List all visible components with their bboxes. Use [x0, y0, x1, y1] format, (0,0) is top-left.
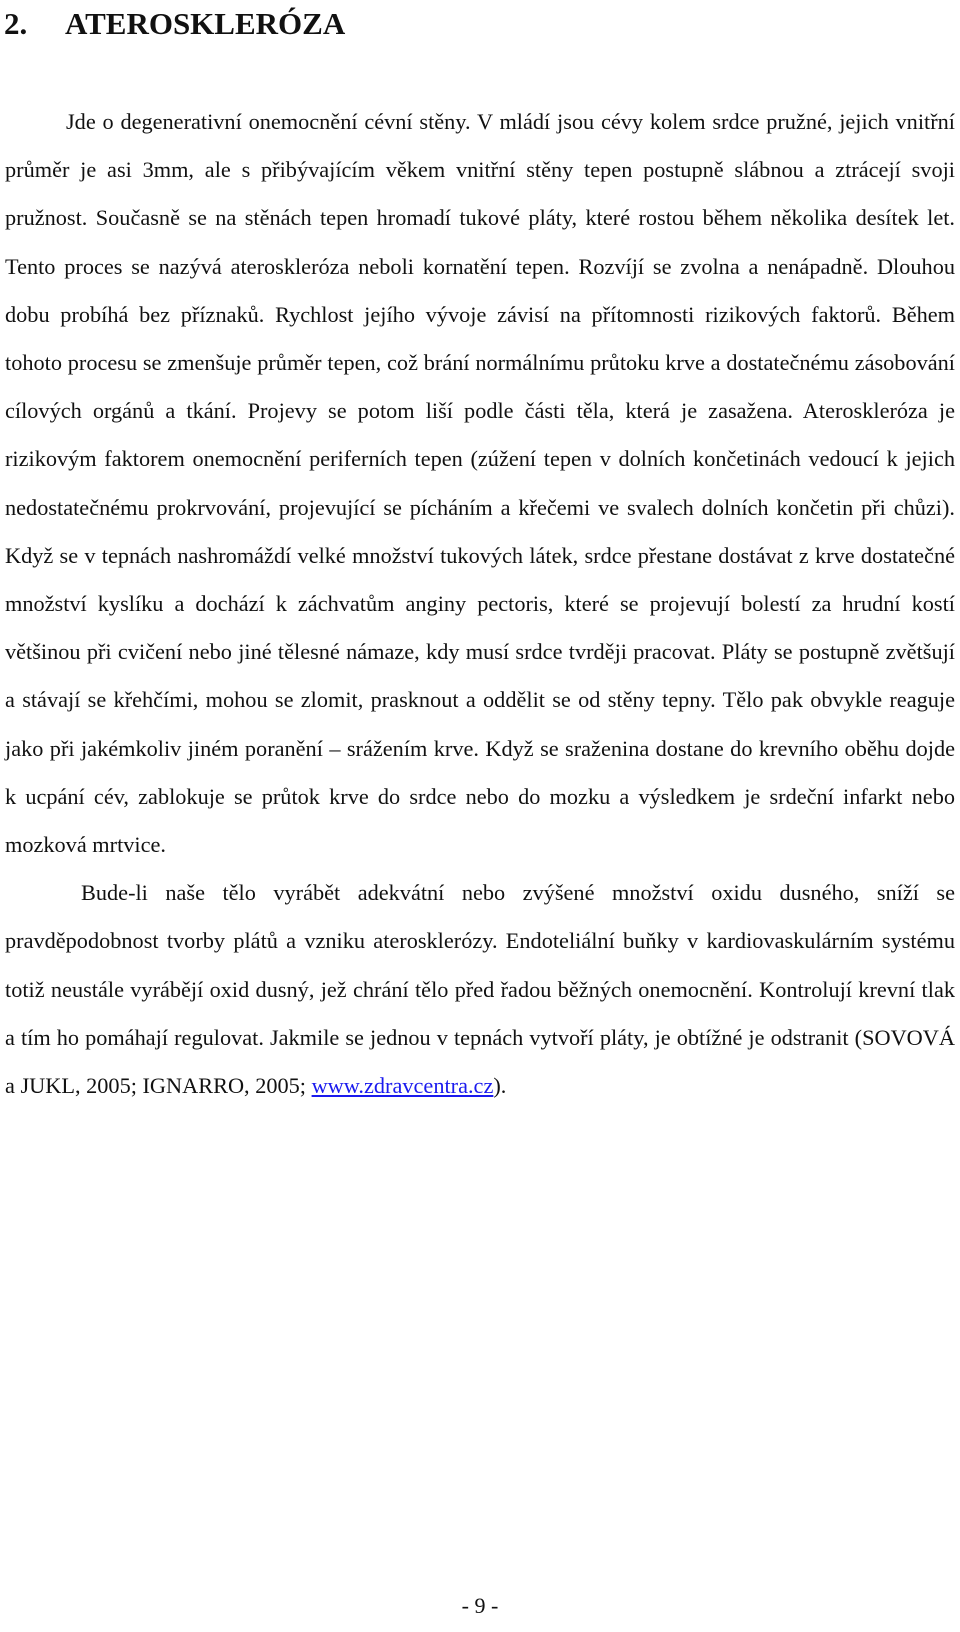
paragraph-2-closing: ).: [493, 1073, 507, 1099]
body-text: [5, 98, 955, 1110]
paragraph-2: [5, 869, 955, 1110]
chapter-title: ATEROSKLERÓZA: [65, 6, 346, 41]
paragraph-2-text: Bude-li naše tělo vyrábět adekvátní nebo zvýšené množství oxidu dusného, sníží se pravděpodobnost tvorby plátů a vzniku aterosklerózy. Endoteliální buňky v kardiovaskulárním systému totiž neustále vyrábějí oxid dusný, jež chrání tělo před řadou běžných onemocnění. Kontrolují krevní tlak a tím ho pomáhají regulovat. Jakmile se jednou v tepnách vytvoří pláty, je obtížné je odstranit (SOVOVÁ a JUKL, 2005; IGNARRO, 2005;: [5, 880, 955, 1099]
paragraph-1: Jde o degenerativní onemocnění cévní stěny. V mládí jsou cévy kolem srdce pružné, jejich vnitřní průměr je asi 3mm, ale s přibývajícím věkem vnitřní stěny tepen postupně slábnou a ztrácejí svoji pružnost. Současně se na stěnách tepen hromadí tukové pláty, které rostou během několika desítek let. Tento proces se nazývá ateroskleróza neboli kornatění tepen. Rozvíjí se zvolna a nenápadně. Dlouhou dobu probíhá bez příznaků. Rychlost jejího vývoje závisí na přítomnosti rizikových faktorů. Během tohoto procesu se zmenšuje průměr tepen, což brání normálnímu průtoku krve a dostatečnému zásobování cílových orgánů a tkání. Projevy se potom liší podle části těla, která je zasažena. Ateroskleróza je rizikovým faktorem onemocnění periferních tepen (zúžení tepen v dolních končetinách vedoucí k jejich nedostatečnému prokrvování, projevující se pícháním a křečemi ve svalech dolních končetin při chůzi). Když se v tepnách nashromáždí velké množství tukových látek, srdce přestane dostávat z krve dostatečné množství kyslíku a dochází k záchvatům anginy pectoris, které se projevují bolestí za hrudní kostí většinou při cvičení nebo jiné tělesné námaze, kdy musí srdce tvrději pracovat. Pláty se postupně zvětšují a stávají se křehčími, mohou se zlomit, prasknout a oddělit se od stěny tepny. Tělo pak obvykle reaguje jako při jakémkoliv jiném poranění – srážením krve. Když se sraženina dostane do krevního oběhu dojde k ucpání cév, zablokuje se průtok krve do srdce nebo do mozku a výsledkem je srdeční infarkt nebo mozková mrtvice.: [5, 109, 955, 858]
chapter-number: 2.: [4, 6, 28, 41]
page-number: - 9 -: [461, 1593, 499, 1618]
website-link[interactable]: www.zdravcentra.cz: [311, 1073, 494, 1099]
chapter-heading: [4, 4, 345, 44]
